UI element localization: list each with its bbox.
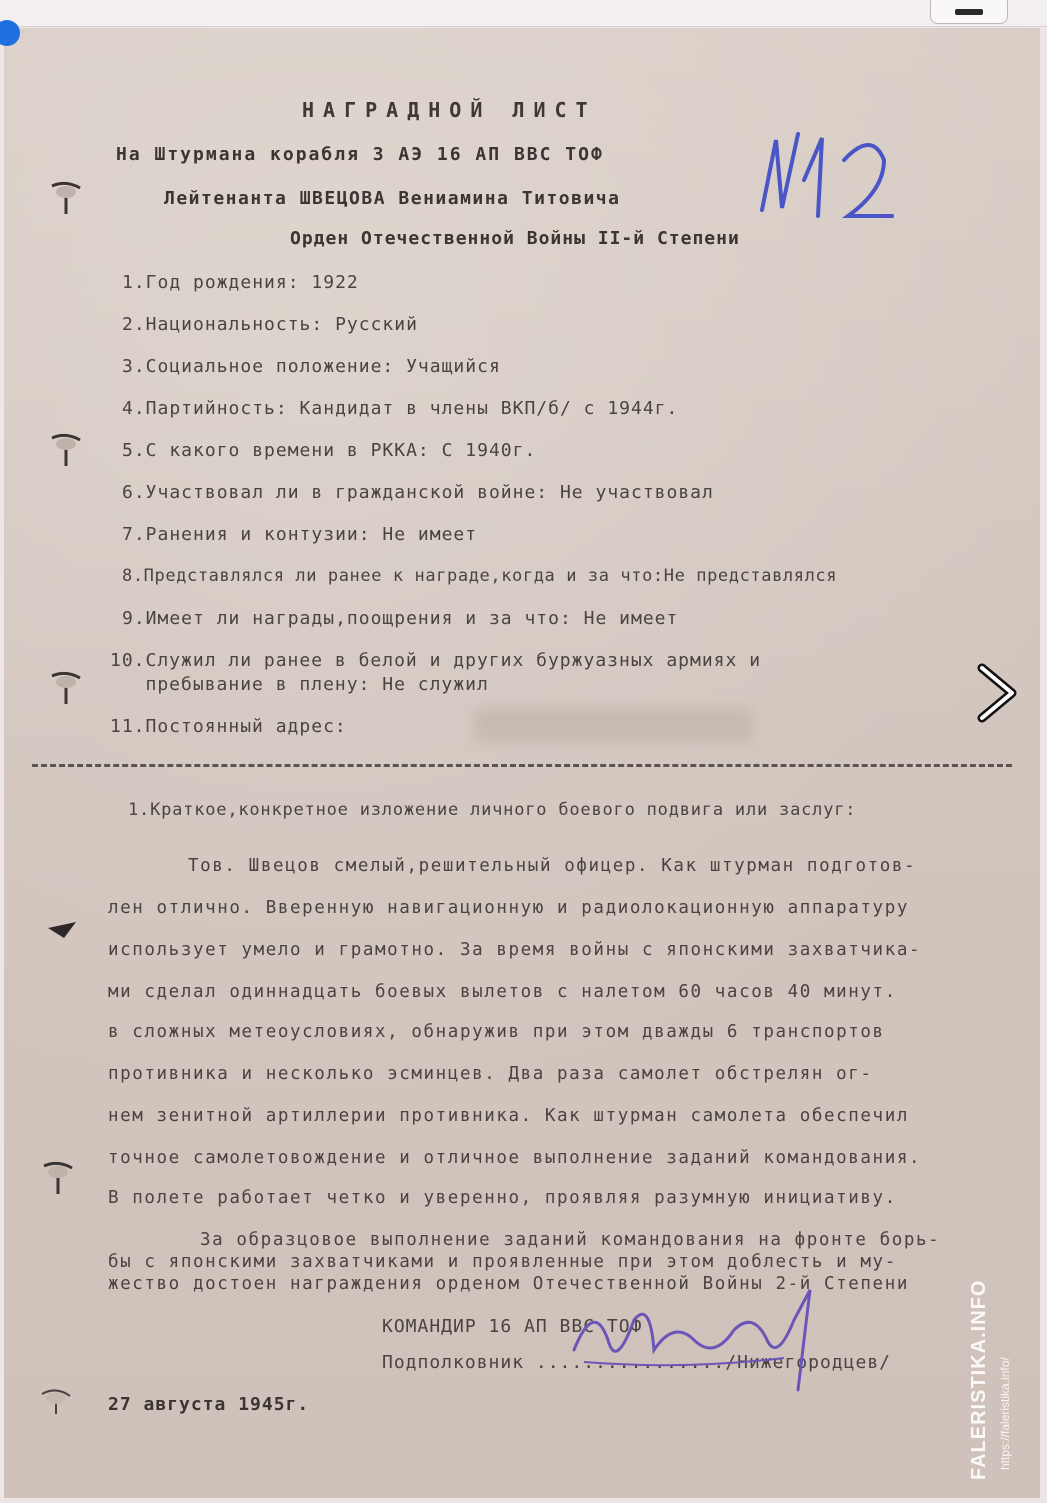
- punch-hole-icon: [40, 1158, 76, 1198]
- document-date: 27 августа 1945г.: [108, 1394, 310, 1415]
- body-line: ми сделал одиннадцать боевых вылетов с налетом 60 часов 40 минут.: [108, 982, 897, 1002]
- item-previous-awards: 8.Представлялся ли ранее к награде,когда и за что:Не представлялся: [122, 566, 838, 586]
- document-title: НАГРАДНОЙ ЛИСТ: [302, 98, 597, 122]
- body-line: Тов. Швецов смелый,решительный офицер. Как штурман подготов-: [188, 856, 917, 876]
- body-line: лен отлично. Вверенную навигационную и радиолокационную аппаратуру: [108, 898, 909, 918]
- body-line: в сложных метеоусловиях, обнаружив при этом дважды 6 транспортов: [108, 1022, 885, 1042]
- item-captivity: пребывание в плену: Не служил: [110, 674, 489, 695]
- section-separator: [32, 764, 1012, 767]
- punch-hole-icon: [48, 668, 84, 708]
- recipient-position: На Штурмана корабля 3 АЭ 16 АП ВВС ТОФ: [116, 144, 604, 165]
- svg-text:142: 142: [752, 120, 754, 121]
- item-birth-year: 1.Год рождения: 1922: [122, 272, 359, 293]
- item-nationality: 2.Национальность: Русский: [122, 314, 418, 335]
- recipient-name: Лейтенанта ШВЕЦОВА Вениамина Титовича: [164, 188, 621, 209]
- section-heading: 1.Краткое,конкретное изложение личного боевого подвига или заслуг:: [128, 800, 857, 820]
- toolbar-button[interactable]: [930, 0, 1008, 24]
- tray-icon: [955, 9, 983, 15]
- award-order: Орден Отечественной Войны II-й Степени: [290, 228, 740, 249]
- item-service-since: 5.С какого времени в РККА: С 1940г.: [122, 440, 537, 461]
- handwritten-signature: [564, 1280, 834, 1400]
- document-page: [4, 28, 1040, 1498]
- item-social-status: 3.Социальное положение: Учащийся: [122, 356, 501, 377]
- conclusion-line: жество достоен награждения орденом Отечественной Войны 2-й Степени: [108, 1274, 909, 1294]
- body-line: использует умело и грамотно. За время войны с японскими захватчика-: [108, 940, 922, 960]
- item-current-awards: 9.Имеет ли награды,поощрения и за что: Не имеет: [122, 608, 679, 629]
- watermark: [964, 1270, 1026, 1488]
- item-wounds: 7.Ранения и контузии: Не имеет: [122, 524, 478, 545]
- conclusion-line: бы с японскими захватчиками и проявленные при этом доблесть и му-: [108, 1252, 897, 1272]
- viewer-toolbar: [0, 0, 1047, 27]
- redacted-address: [474, 708, 754, 742]
- item-white-army: 10.Служил ли ранее в белой и других буржуазных армиях и: [110, 650, 762, 671]
- body-line: противника и несколько эсминцев. Два раза самолет обстрелян ог-: [108, 1064, 873, 1084]
- item-address: 11.Постоянный адрес:: [110, 716, 347, 737]
- handwritten-number: [752, 120, 902, 230]
- item-party: 4.Партийность: Кандидат в члены ВКП/б/ с 1944г.: [122, 398, 679, 419]
- watermark-brand: FALERISTIKA.INFO: [968, 1279, 990, 1480]
- conclusion-line: За образцовое выполнение заданий командования на фронте борь-: [200, 1230, 941, 1250]
- watermark-url: https://faleristika.info/: [998, 1357, 1012, 1470]
- punch-hole-icon: [44, 908, 80, 948]
- body-line: В полете работает четко и уверенно, проявляя разумную инициативу.: [108, 1188, 897, 1208]
- signature-title: КОМАНДИР 16 АП ВВС ТОФ: [382, 1316, 643, 1337]
- signature-name: Подполковник ................/Нижегородцев/: [382, 1352, 891, 1373]
- punch-hole-icon: [48, 178, 84, 218]
- chevron-right-icon[interactable]: [972, 662, 1022, 724]
- body-line: точное самолетовождение и отличное выполнение заданий командования.: [108, 1148, 922, 1168]
- body-line: нем зенитной артиллерии противника. Как штурман самолета обеспечил: [108, 1106, 909, 1126]
- punch-hole-icon: [38, 1384, 74, 1424]
- item-civil-war: 6.Участвовал ли в гражданской войне: Не участвовал: [122, 482, 714, 503]
- punch-hole-icon: [48, 430, 84, 470]
